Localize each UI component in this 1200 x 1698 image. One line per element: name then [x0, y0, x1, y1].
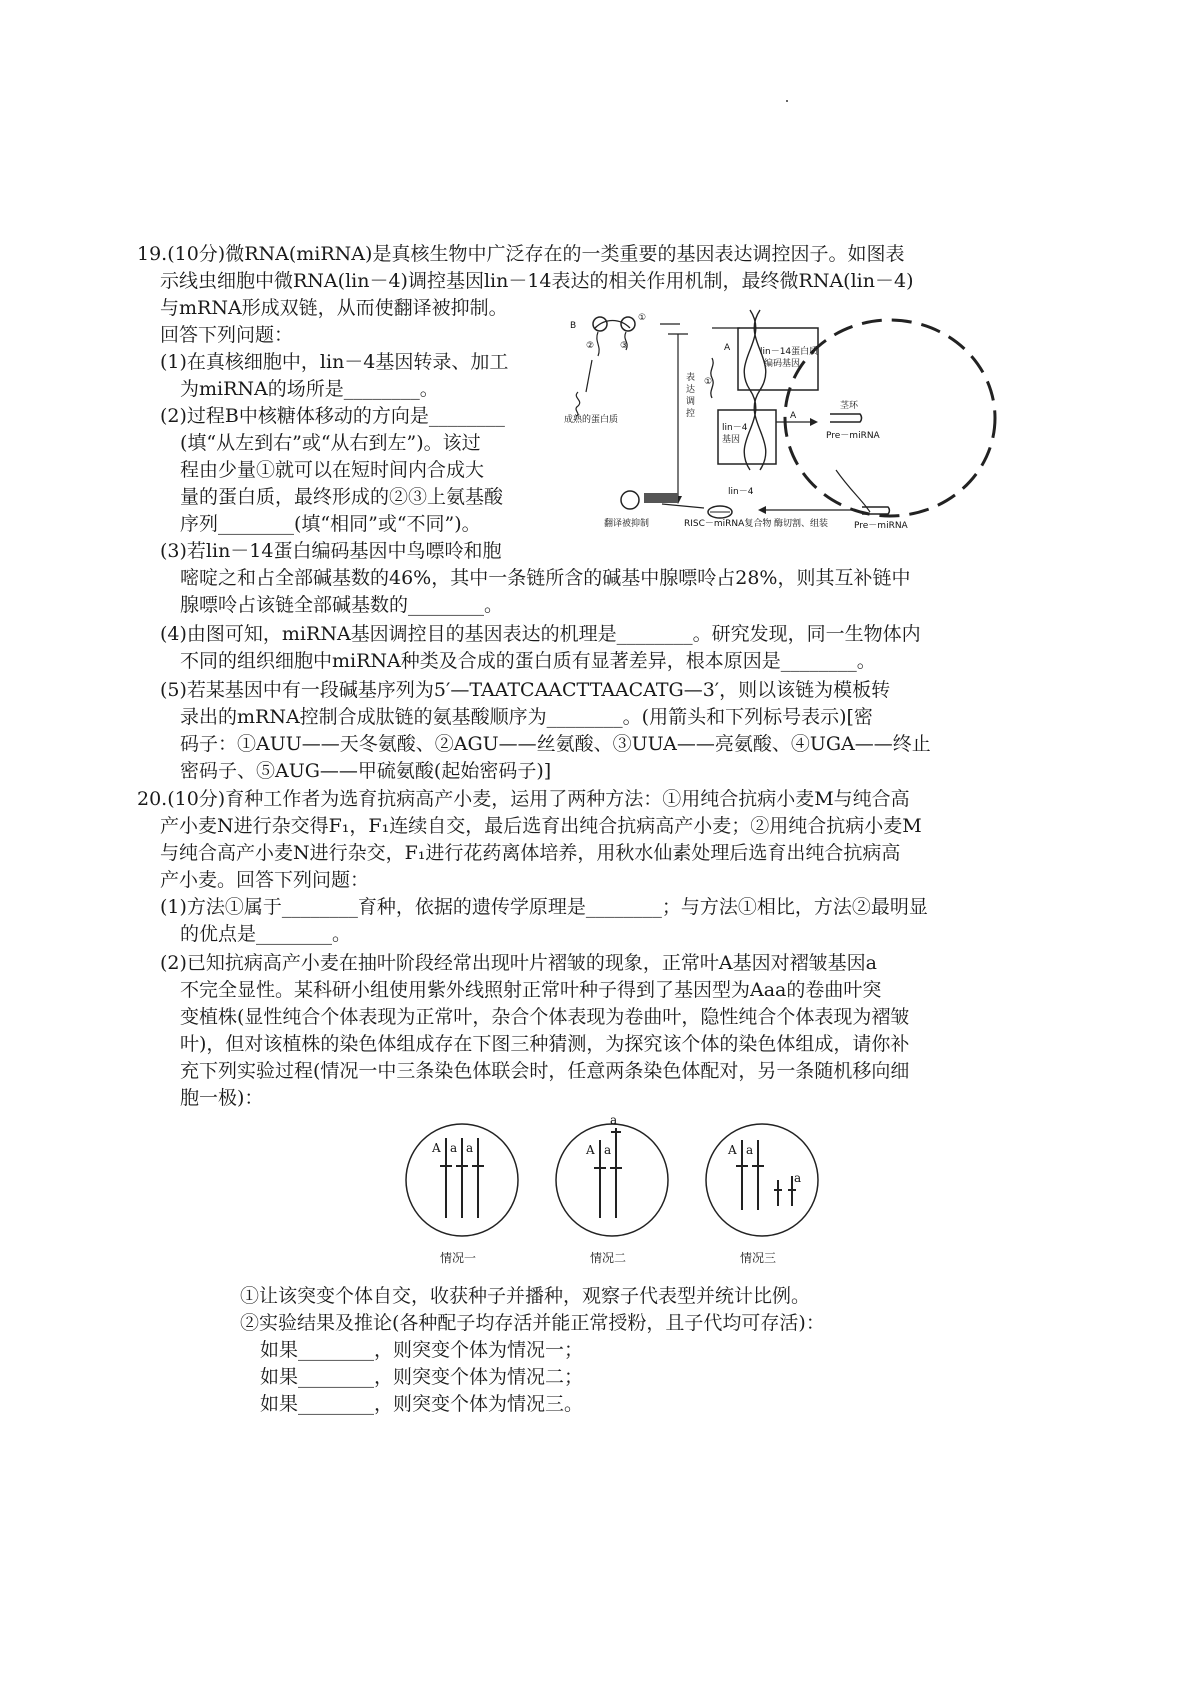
q19-part5-b: 录出的mRNA控制合成肽链的氨基酸顺序为________。(用箭头和下列标号表示)[密 [180, 706, 873, 728]
case1-gene-a: A [432, 1141, 441, 1155]
ribosome-inhibited [621, 491, 639, 509]
q20-result-2: 如果________，则突变个体为情况二； [260, 1366, 584, 1388]
q20-part2-c: 变植株(显性纯合个体表现为正常叶，杂合个体表现为卷曲叶，隐性纯合个体表现为褶皱 [180, 1006, 910, 1028]
chromosome-cases-diagram [400, 1110, 820, 1280]
q19-line-3: 与mRNA形成双链，从而使翻译被抑制。 [160, 297, 508, 319]
q19-part4-a: (4)由图可知，miRNA基因调控目的基因表达的机理是________。研究发现，同一生物体内 [160, 623, 921, 645]
q19-line-1: 19.(10分)微RNA(miRNA)是真核生物中广泛存在的一类重要的基因表达调控因子。如图表 [137, 243, 905, 265]
case3-chromosomes [736, 1140, 796, 1210]
label-gene: 基因 [722, 435, 741, 445]
q20-part2-a: (2)已知抗病高产小麦在抽叶阶段经常出现叶片褶皱的现象，正常叶A基因对褶皱基因a [160, 952, 877, 974]
label-risc-complex: RISC－miRNA复合物 [684, 519, 772, 529]
label-a-lin14: A [724, 343, 731, 353]
q19-part5-a: (5)若某基因中有一段碱基序列为5′—TAATCAACTTAACATG—3′，则以该链为模板转 [160, 679, 891, 701]
mirna-mechanism-diagram [564, 300, 1000, 560]
label-c1-mrna: ① [704, 377, 713, 387]
label-lin4: lin－4 [728, 487, 754, 497]
case1-chromosomes [440, 1138, 484, 1218]
inhibition-arrow [662, 504, 704, 508]
case1-gene-a-2: a [450, 1141, 458, 1155]
q19-part3-a: (3)若lin－14蛋白编码基因中鸟嘌呤和胞 [160, 540, 502, 562]
case2-chromosomes [594, 1128, 622, 1218]
label-coding-gene: 编码基因 [764, 359, 801, 369]
q20-part2-f: 胞一极)： [180, 1087, 264, 1109]
case3-gene-a-3: a [794, 1171, 802, 1185]
label-kong: 控 [686, 409, 696, 419]
label-dicer-assembly: 酶切割、组装 [774, 519, 829, 529]
q19-part2-d: 量的蛋白质，最终形成的②③上氨基酸 [180, 486, 504, 508]
case2-cell [556, 1124, 668, 1236]
label-b: B [570, 321, 577, 331]
q20-result-1: 如果________，则突变个体为情况一； [260, 1339, 584, 1361]
q19-part2-c: 程由少量①就可以在短时间内合成大 [180, 459, 485, 481]
label-lin14-protein: lin－14蛋白质 [760, 347, 819, 357]
q19-part3-b: 嘧啶之和占全部碱基数的46%，其中一条链所含的碱基中腺嘌呤占28%，则其互补链中 [180, 567, 911, 589]
q20-part1-a: (1)方法①属于________育种，依据的遗传学原理是________；与方法①相比，方法②最明显 [160, 896, 928, 918]
q19-line-4: 回答下列问题： [160, 324, 294, 346]
case3-cell [706, 1124, 818, 1236]
case2-label: 情况二 [590, 1251, 627, 1265]
label-c3: ③ [620, 341, 629, 351]
scan-speck [786, 100, 788, 102]
case2-gene-a: A [586, 1143, 595, 1157]
case2-gene-a-3: a [610, 1113, 618, 1127]
label-translation-inhibited: 翻译被抑制 [604, 519, 650, 529]
protein-folding-arrow [586, 360, 592, 392]
q20-step1: ①让该突变个体自交，收获种子并播种，观察子代表型并统计比例。 [240, 1285, 811, 1307]
q20-line-4: 产小麦。回答下列问题： [160, 869, 370, 891]
label-pre-mirna-nucleus: Pre－miRNA [826, 431, 880, 441]
q20-step2: ②实验结果及推论(各种配子均存活并能正常授粉，且子代均可存活)： [240, 1312, 825, 1334]
q19-part3-c: 腺嘌呤占该链全部碱基数的________。 [180, 594, 504, 616]
transcription-arrowhead [810, 418, 818, 426]
q20-part2-d: 叶)，但对该植株的染色体组成存在下图三种猜测，为探究该个体的染色体组成，请你补 [180, 1033, 910, 1055]
export-arrow-pre-mirna [836, 470, 870, 512]
label-da: 达 [686, 385, 696, 395]
label-stem-loop: 茎环 [840, 401, 859, 411]
label-lin4-gene: lin－4 [722, 423, 748, 433]
q20-line-3: 与纯合高产小麦N进行杂交，F₁进行花药离体培养，用秋水仙素处理后选育出纯合抗病高 [160, 842, 901, 864]
q19-part1-b: 为miRNA的场所是________。 [180, 378, 439, 400]
label-mature-protein: 成熟的蛋白质 [564, 415, 619, 425]
mrna-mirna-duplex [644, 493, 678, 503]
q19-part4-b: 不同的组织细胞中miRNA种类及合成的蛋白质有显著差异，根本原因是________。 [180, 650, 876, 672]
case2-gene-a-2: a [604, 1143, 612, 1157]
label-biao: 表 [686, 373, 696, 383]
q19-part2-a: (2)过程B中核糖体移动的方向是________ [160, 405, 505, 427]
label-a-lin4: A [790, 411, 797, 421]
case1-gene-a-3: a [466, 1141, 474, 1155]
polypeptide-2 [597, 332, 599, 356]
label-c2: ② [586, 341, 595, 351]
q19-part1-a: (1)在真核细胞中，lin－4基因转录、加工 [160, 351, 509, 373]
label-tiao: 调 [686, 397, 696, 407]
q20-part2-b: 不完全显性。某科研小组使用紫外线照射正常叶种子得到了基因型为Aaa的卷曲叶突 [180, 979, 882, 1001]
q19-part2-e: 序列________(填“相同”或“不同”)。 [180, 513, 481, 535]
q19-part5-d: 密码子、⑤AUG——甲硫氨酸(起始密码子)] [180, 760, 552, 782]
case3-label: 情况三 [740, 1251, 777, 1265]
case3-gene-a-2: a [746, 1143, 754, 1157]
case1-label: 情况一 [440, 1251, 477, 1265]
label-c1: ① [638, 313, 647, 323]
dicer-arrowhead [758, 506, 766, 514]
q20-part2-e: 充下列实验过程(情况一中三条染色体联会时，任意两条染色体配对，另一条随机移向细 [180, 1060, 910, 1082]
q19-part2-b: (填“从左到右”或“从右到左”)。该过 [180, 432, 481, 454]
q20-line-2: 产小麦N进行杂交得F₁，F₁连续自交，最后选育出纯合抗病高产小麦；②用纯合抗病小麦M [160, 815, 922, 837]
pre-mirna-hairpin-nucleus [830, 414, 862, 422]
q20-part1-b: 的优点是________。 [180, 923, 352, 945]
q19-line-2: 示线虫细胞中微RNA(lin－4)调控基因lin－14表达的相关作用机制，最终微RNA(lin－4) [160, 270, 914, 292]
label-pre-mirna-cytoplasm: Pre－miRNA [854, 521, 908, 531]
mature-protein-shape [576, 392, 580, 416]
q20-result-3: 如果________，则突变个体为情况三。 [260, 1393, 584, 1415]
ribosome-2 [621, 317, 635, 331]
polysome-mrna [595, 321, 630, 329]
q19-part5-c: 码子：①AUU——天冬氨酸、②AGU——丝氨酸、③UUA——亮氨酸、④UGA——终止 [180, 733, 931, 755]
case3-gene-a: A [728, 1143, 737, 1157]
q20-line-1: 20.(10分)育种工作者为选育抗病高产小麦，运用了两种方法：①用纯合抗病小麦M与纯合高 [137, 788, 910, 810]
